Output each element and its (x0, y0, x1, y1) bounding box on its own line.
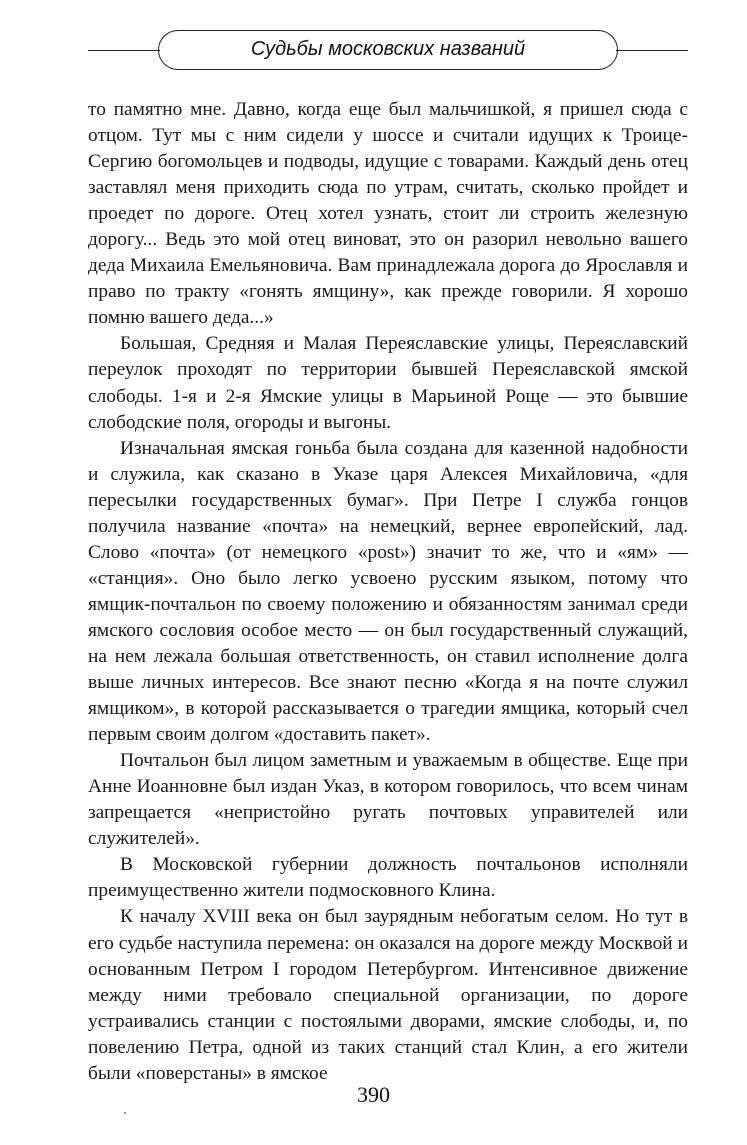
running-header (88, 30, 688, 72)
paragraph-4: Почтальон был лицом заметным и уважаемым в обществе. Еще при Анне Иоанновне был издан Указ, в котором говорилось, что всем чинам запрещается «непристойно ругать почтовых управителей или служителей». (88, 750, 688, 850)
paragraph-3: Изначальная ямская гоньба была создана для казенной надобности и служила, как сказано в Указе царя Алексея Михайловича, «для пересылки государственных бумаг». При Петре I служба гонцов получила название «почта» на немецкий, вернее европейский, лад. Слово «почта» (от немецкого «post») значит то же, что и «ям» — «станция». Оно было легко усвоено русским языком, потому что ямщик-почтальон по своему положению и обязанностям занимал среди ямского сословия особое место — он был государственный служащий, на нем лежала большая ответственность, он ставил исполнение долга выше личных интересов. Все знают песню «Когда я на почте служил ямщиком», в которой рассказывается о трагедии ямщика, который счел первым своим долгом «доставить пакет». (88, 437, 688, 746)
paragraph-1: то памятно мне. Давно, когда еще был мальчишкой, я пришел сюда с отцом. Тут мы с ним сидели у шоссе и считали идущих к Троице-Сергию богомольцев и подводы, идущие с товарами. Каждый день отец заставлял меня приходить сюда по утрам, считать, сколько пройдет и проедет по дороге. Отец хотел узнать, стоит ли строить железную дорогу... Ведь это мой отец виноват, это он разорил невольно вашего деда Михаила Емельяновича. Вам принадлежала дорога до Ярославля и право по тракту «гонять ямщину», как прежде говорили. Я хорошо помню вашего деда...» (88, 99, 688, 329)
paragraph-6: К началу XVIII века он был заурядным небогатым селом. Но тут в его судьбе наступила перемена: он оказался на дороге между Москвой и основанным Петром I городом Петербургом. Интенсивное движение между ними требовало специальной организации, по дороге устраивались станции с постоялыми дворами, ямские слободы, и, по повелению Петра, одной из таких станций стал Клин, а его жители были «поверстаны» в ямское (88, 906, 688, 1084)
page-body (88, 97, 688, 1087)
scan-speck (124, 1112, 126, 1114)
paragraph-5: В Московской губернии должность почтальонов исполняли преимущественно жители подмосковного Клина. (88, 854, 688, 902)
running-header-title: Судьбы московских названий (158, 30, 618, 70)
header-rule-right (616, 50, 688, 51)
page-number: 390 (357, 1082, 390, 1107)
paragraph-2: Большая, Средняя и Малая Переяславские улицы, Переяславский переулок проходят по территории бывшей Переяславской ямской слободы. 1-я и 2-я Ямские улицы в Марьиной Роще — это бывшие слободские поля, огороды и выгоны. (88, 333, 688, 433)
header-rule-left (88, 50, 160, 51)
